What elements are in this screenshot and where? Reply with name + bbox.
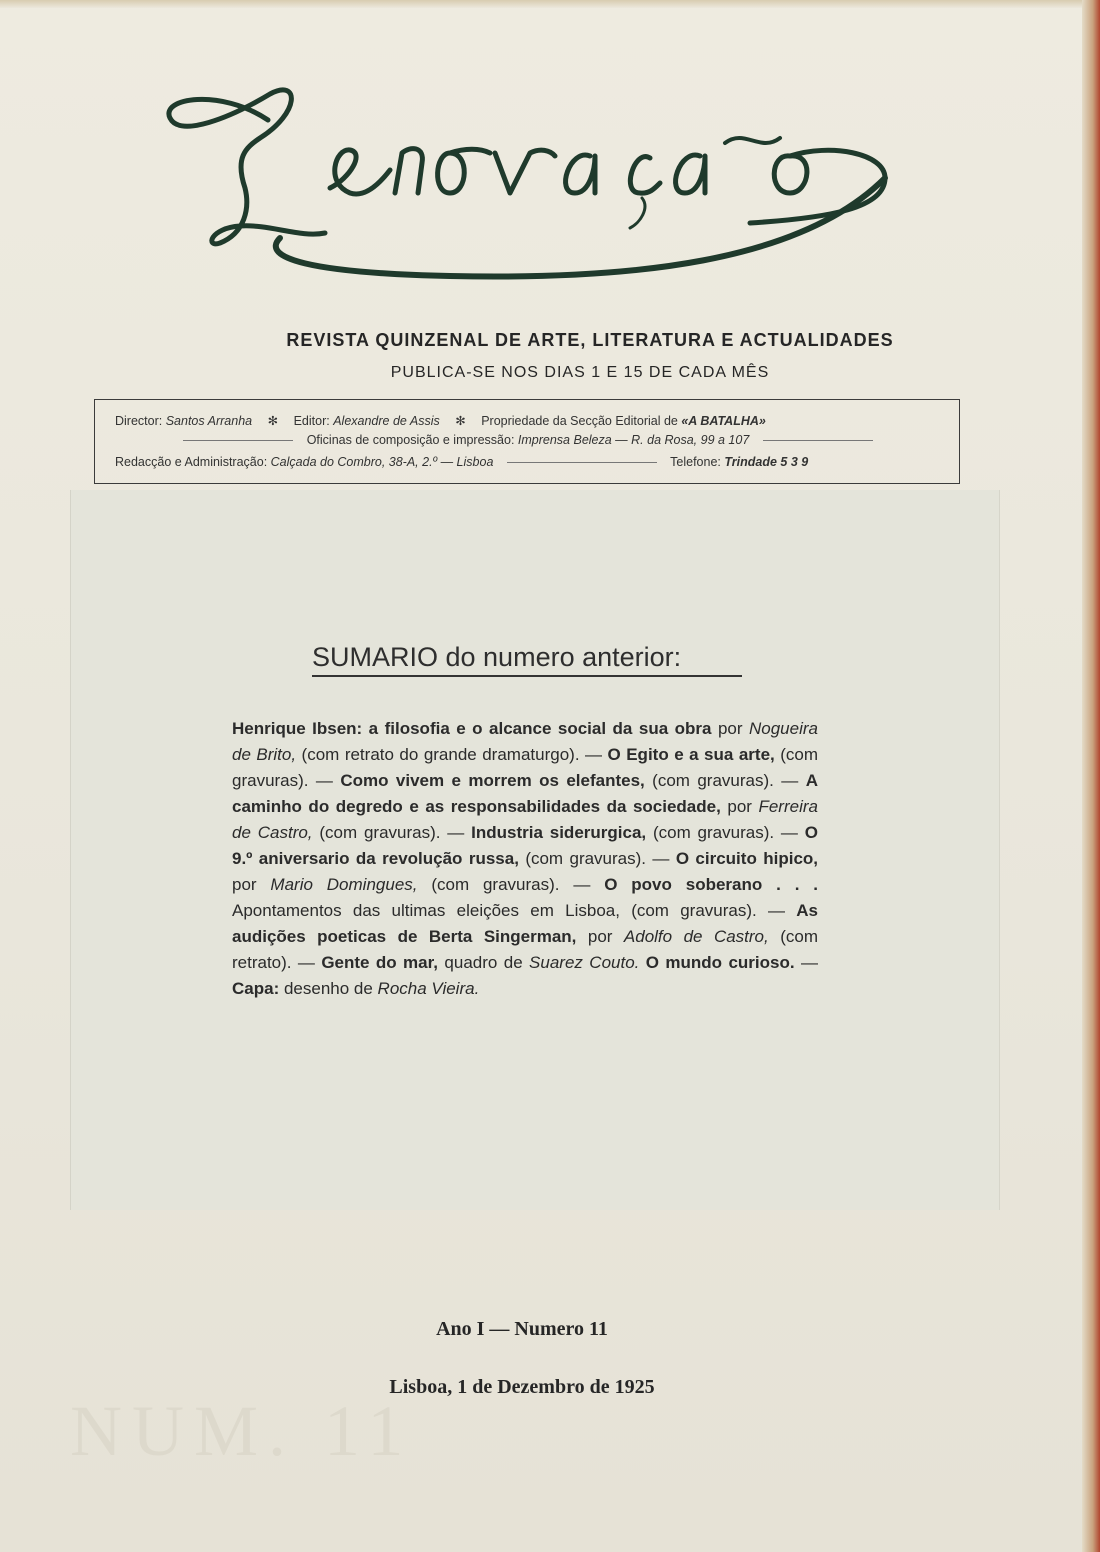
paper-top-edge xyxy=(0,0,1100,8)
summary-item-title: As audições poeticas de Berta Singerman, xyxy=(232,901,818,946)
summary-item-title: Como vivem e morrem os elefantes, xyxy=(340,771,645,790)
issue-date: Lisboa, 1 de Dezembro de 1925 xyxy=(389,1376,655,1398)
summary-item-connector: por xyxy=(232,875,271,894)
summary-item-title: A caminho do degredo e as responsabilidades da sociedade, xyxy=(232,771,818,816)
credits-row-admin xyxy=(95,455,981,469)
director-name: Santos Arranha xyxy=(165,414,253,428)
rule-middle xyxy=(507,462,657,463)
printing-name: Imprensa Beleza — R. da Rosa, 99 a 107 xyxy=(517,433,750,447)
renovacao-logo-script xyxy=(150,58,950,308)
summary-item-title: Henrique Ibsen: a filosofia e o alcance social da sua obra xyxy=(232,719,712,738)
director-label: Director: xyxy=(115,414,163,428)
summary-item-title: O Egito e a sua arte, xyxy=(607,745,775,764)
owner-label: Propriedade da Secção Editorial de xyxy=(481,414,678,428)
summary-item-note: (com gravuras). — xyxy=(644,771,806,790)
summary-item-note: Apontamentos das ultimas eleições em Lisboa, (com gravuras). — xyxy=(232,901,797,920)
rule-right xyxy=(763,440,873,441)
admin-label: Redacção e Administração: xyxy=(115,455,268,469)
summary-item-author: Mario Domingues, xyxy=(270,875,418,894)
editor-label: Editor: xyxy=(293,414,330,428)
summary-item-author: Ferreira de Castro, xyxy=(232,797,818,842)
summary-item-title: O 9.º aniversario da revolução russa, xyxy=(232,823,818,868)
summary-item-title: Gente do mar, xyxy=(321,953,439,972)
owner-name: «A BATALHA» xyxy=(681,414,766,428)
separator-icon: ✻ xyxy=(455,414,466,428)
phone-value: Trindade 5 3 9 xyxy=(724,455,809,469)
summary-item-note: (com gravuras). — xyxy=(312,823,472,842)
summary-item-title: O circuito hipico, xyxy=(675,849,819,868)
paper-right-edge xyxy=(1082,0,1100,1552)
watermark-issue-number: NUM. 11 xyxy=(70,1391,414,1471)
summary-heading: SUMARIO do numero anterior: xyxy=(312,642,742,677)
summary-item-title: O mundo curioso. xyxy=(645,953,795,972)
summary-item-note: — xyxy=(794,953,818,972)
printing-label: Oficinas de composição e impressão: xyxy=(306,433,515,447)
summary-item-note: (com retrato). — xyxy=(232,927,818,972)
credits-row-printing xyxy=(95,433,961,447)
editor-name: Alexandre de Assis xyxy=(333,414,440,428)
summary-item-connector: desenho de xyxy=(279,979,378,998)
credits-box xyxy=(94,399,960,484)
separator-icon: ✻ xyxy=(267,414,279,428)
summary-item-note: (com gravuras). — xyxy=(518,849,676,868)
summary-item-author: Adolfo de Castro, xyxy=(623,927,769,946)
publication-schedule: PUBLICA-SE NOS DIAS 1 E 15 DE CADA MÊS xyxy=(390,364,770,381)
summary-item-connector: por xyxy=(711,719,749,738)
summary-item-connector: por xyxy=(720,797,759,816)
issue-volume-number: Ano I — Numero 11 xyxy=(436,1318,608,1340)
summary-item-connector: quadro de xyxy=(438,953,530,972)
summary-contents xyxy=(232,716,818,1002)
phone-label: Telefone: xyxy=(670,455,721,469)
summary-item-connector: por xyxy=(576,927,624,946)
masthead-subtitle: REVISTA QUINZENAL DE ARTE, LITERATURA E ACTUALIDADES xyxy=(286,330,894,350)
summary-item-author: Suarez Couto. xyxy=(529,953,640,972)
summary-item-title: Capa: xyxy=(232,979,280,998)
summary-item-author: Rocha Vieira. xyxy=(377,979,480,998)
summary-item-author: Nogueira de Brito, xyxy=(232,719,818,764)
rule-left xyxy=(183,440,293,441)
summary-item-note: (com gravuras). — xyxy=(232,745,819,790)
admin-address: Calçada do Combro, 38-A, 2.º — Lisboa xyxy=(270,455,494,469)
credits-row-staff xyxy=(95,413,981,428)
summary-item-note: (com gravuras). — xyxy=(646,823,805,842)
summary-item-note: (com gravuras). — xyxy=(417,875,605,894)
summary-item-title: O povo soberano . . . xyxy=(604,875,818,894)
summary-item-title: Industria siderurgica, xyxy=(471,823,647,842)
summary-item-note: (com retrato do grande dramaturgo). — xyxy=(296,745,608,764)
masthead-logo xyxy=(150,58,950,308)
